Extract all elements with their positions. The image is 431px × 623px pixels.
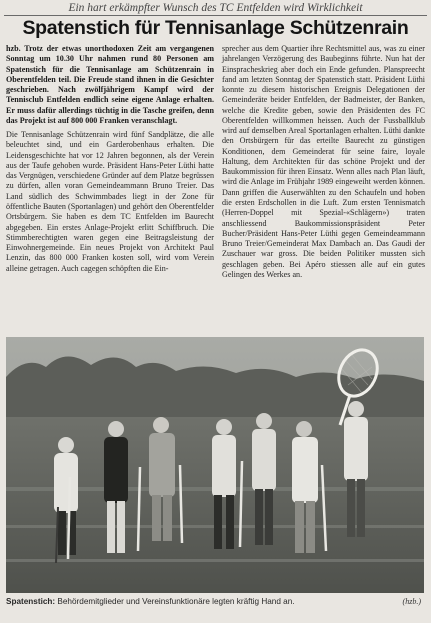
kicker-rule [4, 15, 427, 16]
right-column [222, 44, 425, 284]
photo-credit: (hzb.) [402, 597, 421, 606]
lead-paragraph: hzb. Trotz der etwas unorthodoxen Zeit am vergangenen Sonntag um 10.30 Uhr nahmen rund 80 Personen am Spatenstich für die Tennisanlage am Schützenrain in Oberentfelden teil. Die Freude stand ihnen in die Gesichter geschrieben. Nach zwölfjährigem Kampf wird der Tennisclub Entfelden endlich seine eigene Anlage erhalten. Er muss dafür allerdings tüchtig in die Tasche greifen, denn das Projekt ist auf 800 000 Franken veranschlagt. [6, 44, 214, 125]
photo-illustration [6, 337, 424, 593]
right-body: sprecher aus dem Quartier ihre Rechtsmittel aus, was zu einer jahrelangen Verzögerung des Baubeginns führte. Nun hat der Einspracheskrieg aber doch ein Ende gefunden. Planspreecht fand am letzten Sonntag der Spatenstich statt. Präsident Lüthi konnte zu diesem historischen Ereignis Delegationen der Gemeinderäte beider Entfelden, der Badmeister, der Banken, welche die Kredite geben, sowie den Präsidenten des FC Oberentfelden willkommen heissen. Auch der Fussballklub wird auf demselben Areal Sportanlagen erhalten. Lüthi dankte den Ortsbürgern für das erteilte Baurecht zu günstigen Konditionen, dem Gemeinderat für seine faire, loyale Haltung, dem Architekten für das schöne Projekt und der Baukommission für ihren Einsatz. Wenn alles nach Plan läuft, wird die Anlage im Frühjahr 1989 eingeweiht werden können. Dann griffen die Auserwählten zu den Schaufeln und hoben die ersten Erdschollen in die Luft. Zum ersten Tennismatch (Herren-Doppel mit Spezial-«Schlägern») traten anschliessend Baukommissionspräsident Peter Bucher/Präsident Hans-Peter Lüthi gegen Gemeindeammann Bruno Treier/Gemeinderat Max Dambach an. Das Gaudi der Zuschauer war gross. Die beiden Politiker mussten sich geschlagen geben. Bei Apéro stiessen alle auf ein gutes Gelingen des Werkes an. [222, 44, 425, 279]
article-headline: Spatenstich für Tennisanlage Schützenrain [22, 17, 409, 39]
left-column [6, 44, 214, 278]
caption-label: Spatenstich: [6, 597, 56, 606]
left-body: Die Tennisanlage Schützenrain wird fünf Sandplätze, die alle beleuchtet sind, und ein Garderobenhaus erhalten. Die Leidensgeschichte hat vor 12 Jahren begonnen, als der Verein aus der Taufe gehoben wurde. Präsident Hans-Peter Lüthi hatte das Vergnügen, verschiedene Gründer auf dem Platze begrüssen zu dürfen, allen voran Gemeindeammann Bruno Treier. Das Land südlich des Schwimmbades liegt in der Zone für öffentliche Bauten (Sportanlagen) und gehört den Oberentfelder Ortsbürgern. Sie haben es dem TC Entfelden im Baurecht abgegeben. Ein erstes Anlage-Projekt erlitt Schiffbruch. Die Stimmberechtigten waren gegen eine Beitragsleistung der Einwohnergemeinde. Ein neues Projekt von Architekt Paul Lenzin, das 800 000 Franken kosten soll, wird vom Verein alleine getragen. Auch cagegen schöpften die Ein- [6, 130, 214, 273]
caption-text: Behördemitglieder und Vereinsfunktionäre legten kräftig Hand an. [57, 597, 295, 606]
groundbreaking-photo [6, 337, 424, 593]
article-kicker: Ein hart erkämpfter Wunsch des TC Entfelden wird Wirklichkeit [68, 2, 363, 14]
photo-caption [6, 597, 423, 606]
